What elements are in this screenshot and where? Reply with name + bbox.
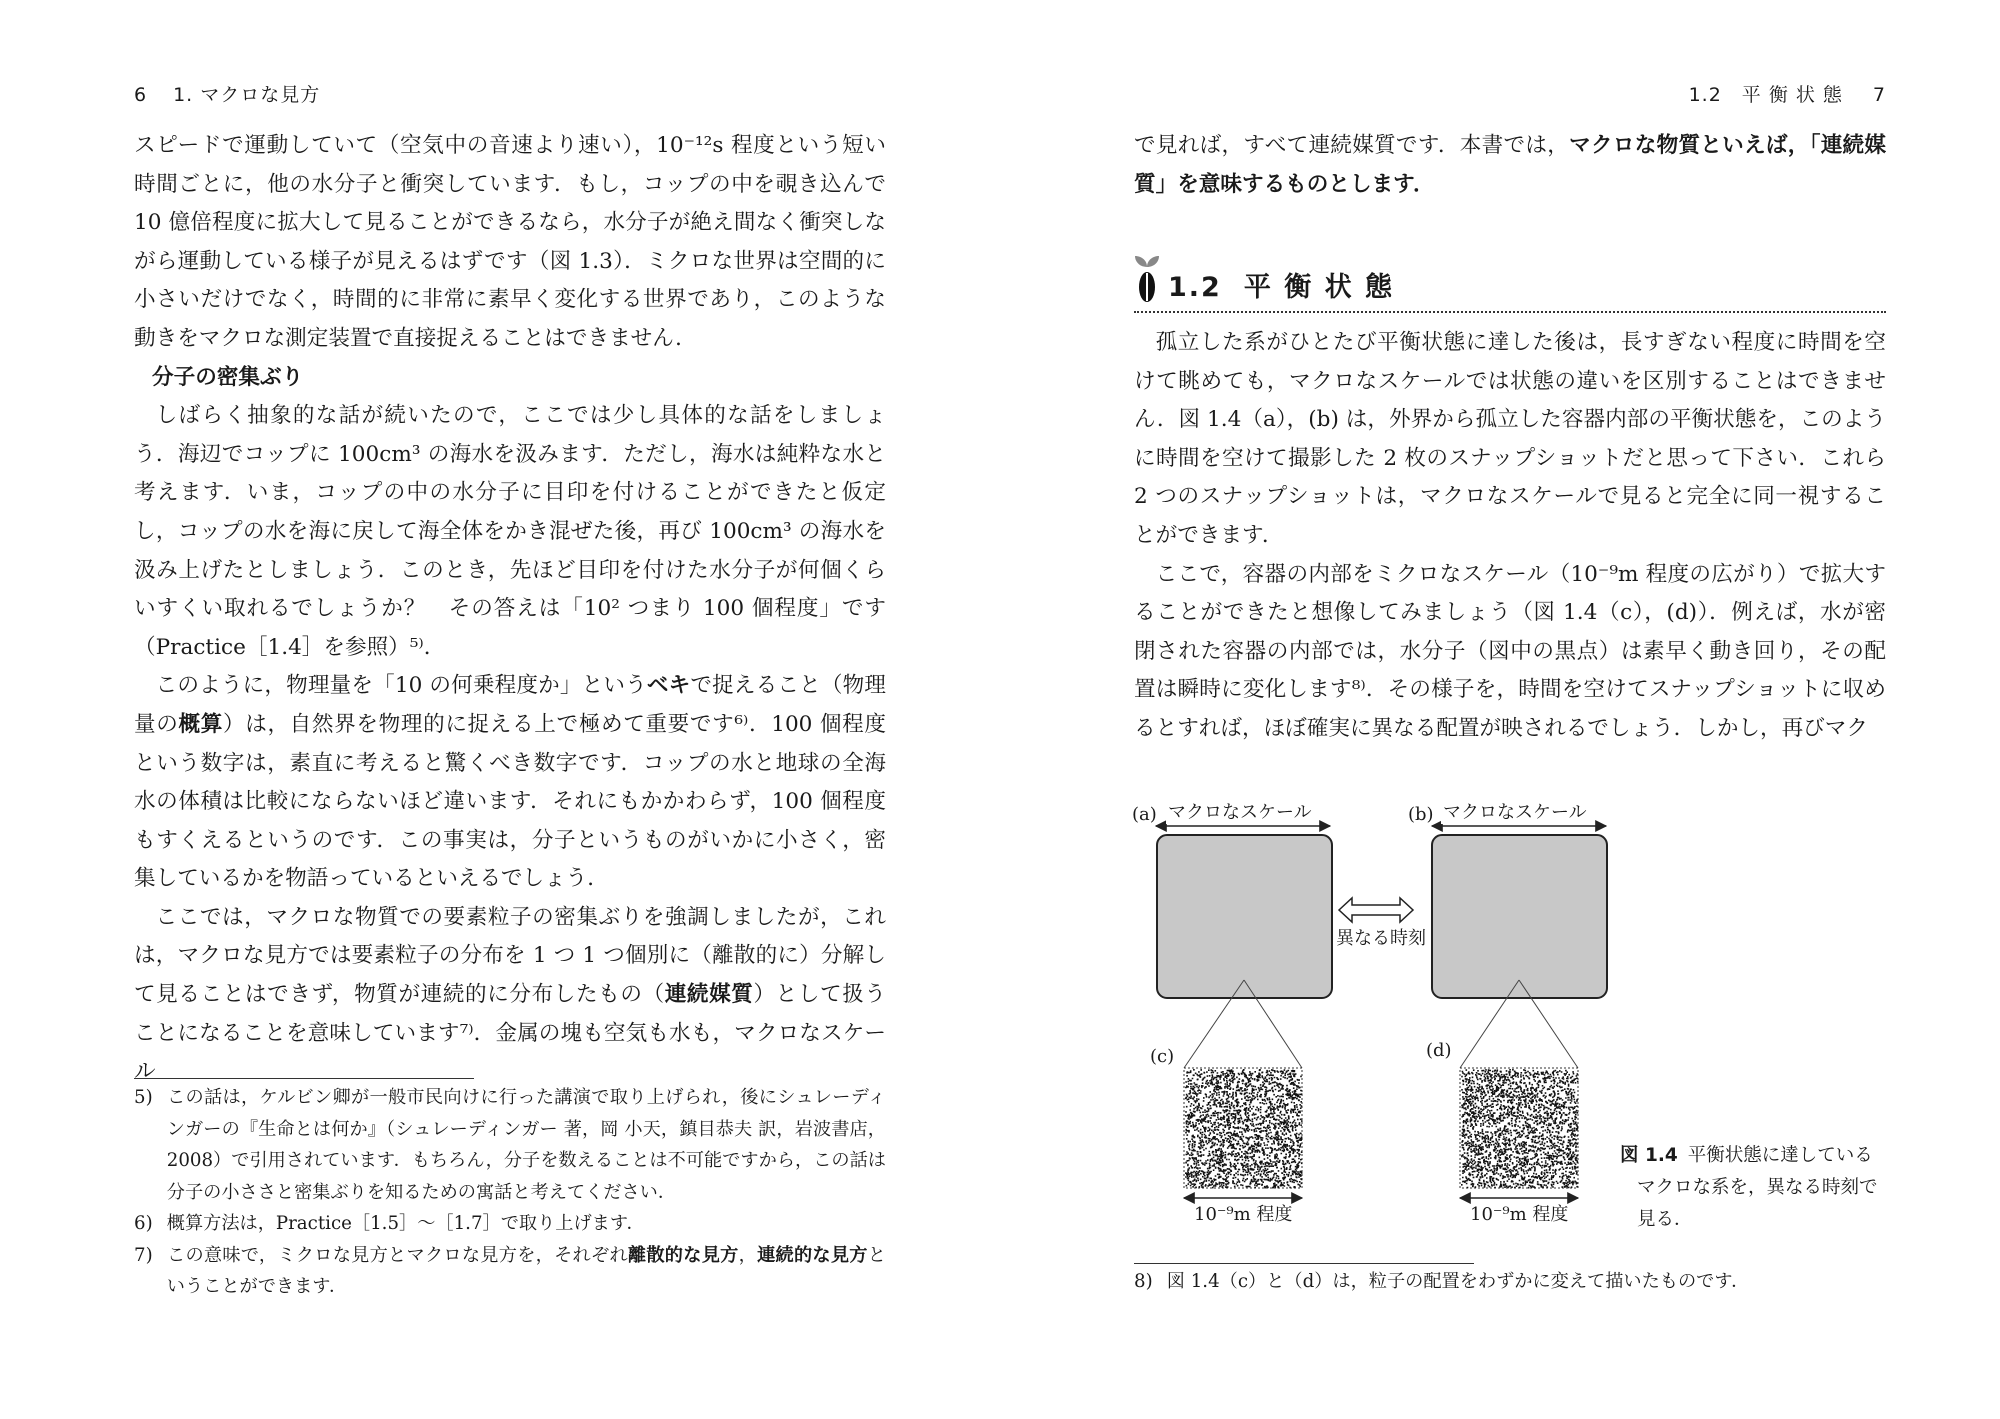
- caption-text: マクロな系を，異なる時刻で見る．: [1637, 1177, 1878, 1230]
- figure-1-4: [1000, 790, 2000, 1250]
- bold-term: マクロな物質といえば，「連続媒質」を意味するものとします．: [1134, 133, 1887, 197]
- paragraph: しばらく抽象的な話が続いたので，ここでは少し具体的な話をしましょう．海辺でコップに 100cm³ の海水を汲みます．ただし，海水は純粋な水と考えます．いま，コップの中の水分子に目印を付けることができたと仮定し，コップの水を海に戻して海全体をかき混ぜた後，再び 100cm³ の海水を汲み上げたとしましょう．このとき，先ほど目印を付けた水分子が何個くらいすくい取れるでしょうか？ その答えは「10² つまり 100 個程度」です（Practice［1.4］を参照）⁵⁾．: [134, 403, 886, 660]
- text-run: で捉えること（物理量の: [134, 673, 886, 737]
- section-title: [1168, 265, 1394, 304]
- macro-scale-label-b: マクロなスケール: [1441, 798, 1589, 824]
- paragraph: ここで，容器の内部をミクロなスケール（10⁻⁹m 程度の広がり）で拡大することができたと想像してみましょう（図 1.4（c），(d)）．例えば，水が密閉された容器の内部では，水分子（図中の黒点）は素早く動き回り，その配置は瞬時に変化します⁸⁾．その様子を，時間を空けてスナップショットに収めるとすれば，ほぼ確実に異なる配置が映されるでしょう．しかし，再びマク: [1134, 561, 1886, 741]
- footnote-mark: 5): [134, 1087, 153, 1108]
- bold-term: 連続的な見方: [757, 1244, 868, 1266]
- micro-box-c: [1184, 1068, 1303, 1189]
- panel-label-d: (d): [1426, 1040, 1452, 1061]
- panel-label-c: (c): [1150, 1046, 1175, 1067]
- text-run: ）として扱うことになることを意味しています⁷⁾．金属の塊も空気も水も，マクロなスケール: [134, 982, 886, 1085]
- paragraph: [134, 899, 886, 1092]
- right-body-text: [1134, 324, 1886, 749]
- micro-scale-label-c: 10⁻⁹m 程度: [1194, 1204, 1293, 1225]
- micro-box-d: [1460, 1068, 1579, 1189]
- container-b: [1432, 835, 1607, 998]
- footnote-text: この意味で，ミクロな見方とマクロな見方を，それぞれ: [166, 1244, 628, 1266]
- section-heading: [1134, 245, 1886, 313]
- left-body-text: [134, 127, 886, 1092]
- bold-term: 連続媒質: [664, 982, 754, 1008]
- panel-label-b: (b): [1408, 804, 1434, 825]
- footnote-text: 図 1.4（c）と（d）は，粒子の配置をわずかに変えて描いたものです．: [1166, 1271, 1750, 1292]
- panel-label-a: (a): [1132, 804, 1157, 825]
- container-a: [1157, 835, 1332, 998]
- bold-term: 概算: [178, 711, 223, 737]
- left-running-head: [134, 80, 320, 107]
- footnote-text: 概算方法は，Practice［1.5］～［1.7］で取り上げます．: [166, 1213, 645, 1234]
- left-page-number: 6: [134, 84, 148, 106]
- figure-caption: [1620, 1140, 1880, 1236]
- text-run: このように，物理量を「10 の何乗程度か」という: [155, 673, 647, 699]
- footnote-text: ，: [738, 1244, 758, 1266]
- caption-number: 図 1.4: [1620, 1145, 1678, 1166]
- section-number: 1.2: [1168, 272, 1222, 303]
- subheading: 分子の密集ぶり: [152, 364, 304, 390]
- text-run: ）は，自然界を物理的に捉える上で極めて重要です⁶⁾．100 個程度という数字は，素直に考えると驚くべき数字です．コップの水と地球の全海水の体積は比較にならないほど違います．それにもかかわらず，100 個程度もすくえるというのです．この事実は，分子というものがいかに小さく，密集しているかを物語っているといえるでしょう．: [134, 711, 886, 892]
- macro-scale-label-a: マクロなスケール: [1166, 798, 1314, 824]
- footnote-text: ということができます．: [166, 1244, 886, 1297]
- footnote: [1134, 1266, 1886, 1298]
- right-page-number: 7: [1872, 84, 1886, 106]
- footnote: [134, 1240, 886, 1303]
- caption-text: 平衡状態に達している: [1687, 1145, 1873, 1166]
- text-run: で見れば，すべて連続媒質です．本書では，: [1134, 133, 1570, 158]
- footnote: [134, 1208, 886, 1240]
- left-running-title: 1. マクロな見方: [173, 84, 321, 106]
- footnote: [134, 1082, 886, 1208]
- footnote-mark: 6): [134, 1213, 153, 1234]
- bold-term: 離散的な見方: [627, 1244, 739, 1266]
- micro-scale-label-d: 10⁻⁹m 程度: [1470, 1204, 1569, 1225]
- footnote-rule: [1134, 1263, 1474, 1264]
- right-intro-text: [1134, 127, 1886, 204]
- right-running-title: 1.2 平 衡 状 態: [1688, 84, 1843, 106]
- paragraph: [1134, 127, 1886, 204]
- footnote-mark: 7): [134, 1244, 153, 1266]
- paragraph: 孤立した系がひとたび平衡状態に達した後は，長すぎない程度に時間を空けて眺めても，マクロなスケールでは状態の違いを区別することはできません．図 1.4（a），(b) は，外界から孤立した容器内部の平衡状態を，このように時間を空けて撮影した 2 枚のスナップショットだと思って下さい．これら 2 つのスナップショットは，マクロなスケールで見ると完全に同一視することができます．: [1134, 330, 1886, 548]
- footnote-text: この話は，ケルビン卿が一般市民向けに行った講演で取り上げられ，後にシュレーディンガーの『生命とは何か』（シュレーディンガー 著，岡 小天，鎮目恭夫 訳，岩波書店，2008）で引用されています．もちろん，分子を数えることは不可能ですから，この話は分子の小ささと密集ぶりを知るための寓話と考えてください．: [166, 1087, 886, 1203]
- between-arrow: [1339, 898, 1413, 922]
- left-footnotes: [134, 1082, 886, 1303]
- text-run: ここでは，マクロな物質での要素粒子の密集ぶりを強調しましたが，これは，マクロな見方では要素粒子の分布を 1 つ 1 つ個別に（離散的に）分解して見ることはできず，物質が連続的に分布したもの（: [134, 904, 886, 1008]
- footnote-rule: [134, 1078, 474, 1079]
- sprout-icon: [1134, 245, 1160, 303]
- right-running-head: [1689, 80, 1886, 107]
- paragraph: スピードで運動していて（空気中の音速より速い），10⁻¹²s 程度という短い時間ごとに，他の水分子と衝突しています．もし，コップの中を覗き込んで 10 億倍程度に拡大して見ることができるなら，水分子が絶え間なく衝突しながら運動している様子が見えるはずです（図 1.3）．ミクロな世界は空間的に小さいだけでなく，時間的に非常に素早く変化する世界であり，このような動きをマクロな測定装置で直接捉えることはできません．: [134, 133, 886, 351]
- bold-term: ベキ: [646, 673, 691, 699]
- footnote-mark: 8): [1134, 1271, 1153, 1292]
- paragraph: [134, 667, 886, 899]
- different-time-label: 異なる時刻: [1336, 924, 1426, 950]
- right-footnotes: [1134, 1266, 1886, 1298]
- section-title-text: 平 衡 状 態: [1243, 272, 1395, 303]
